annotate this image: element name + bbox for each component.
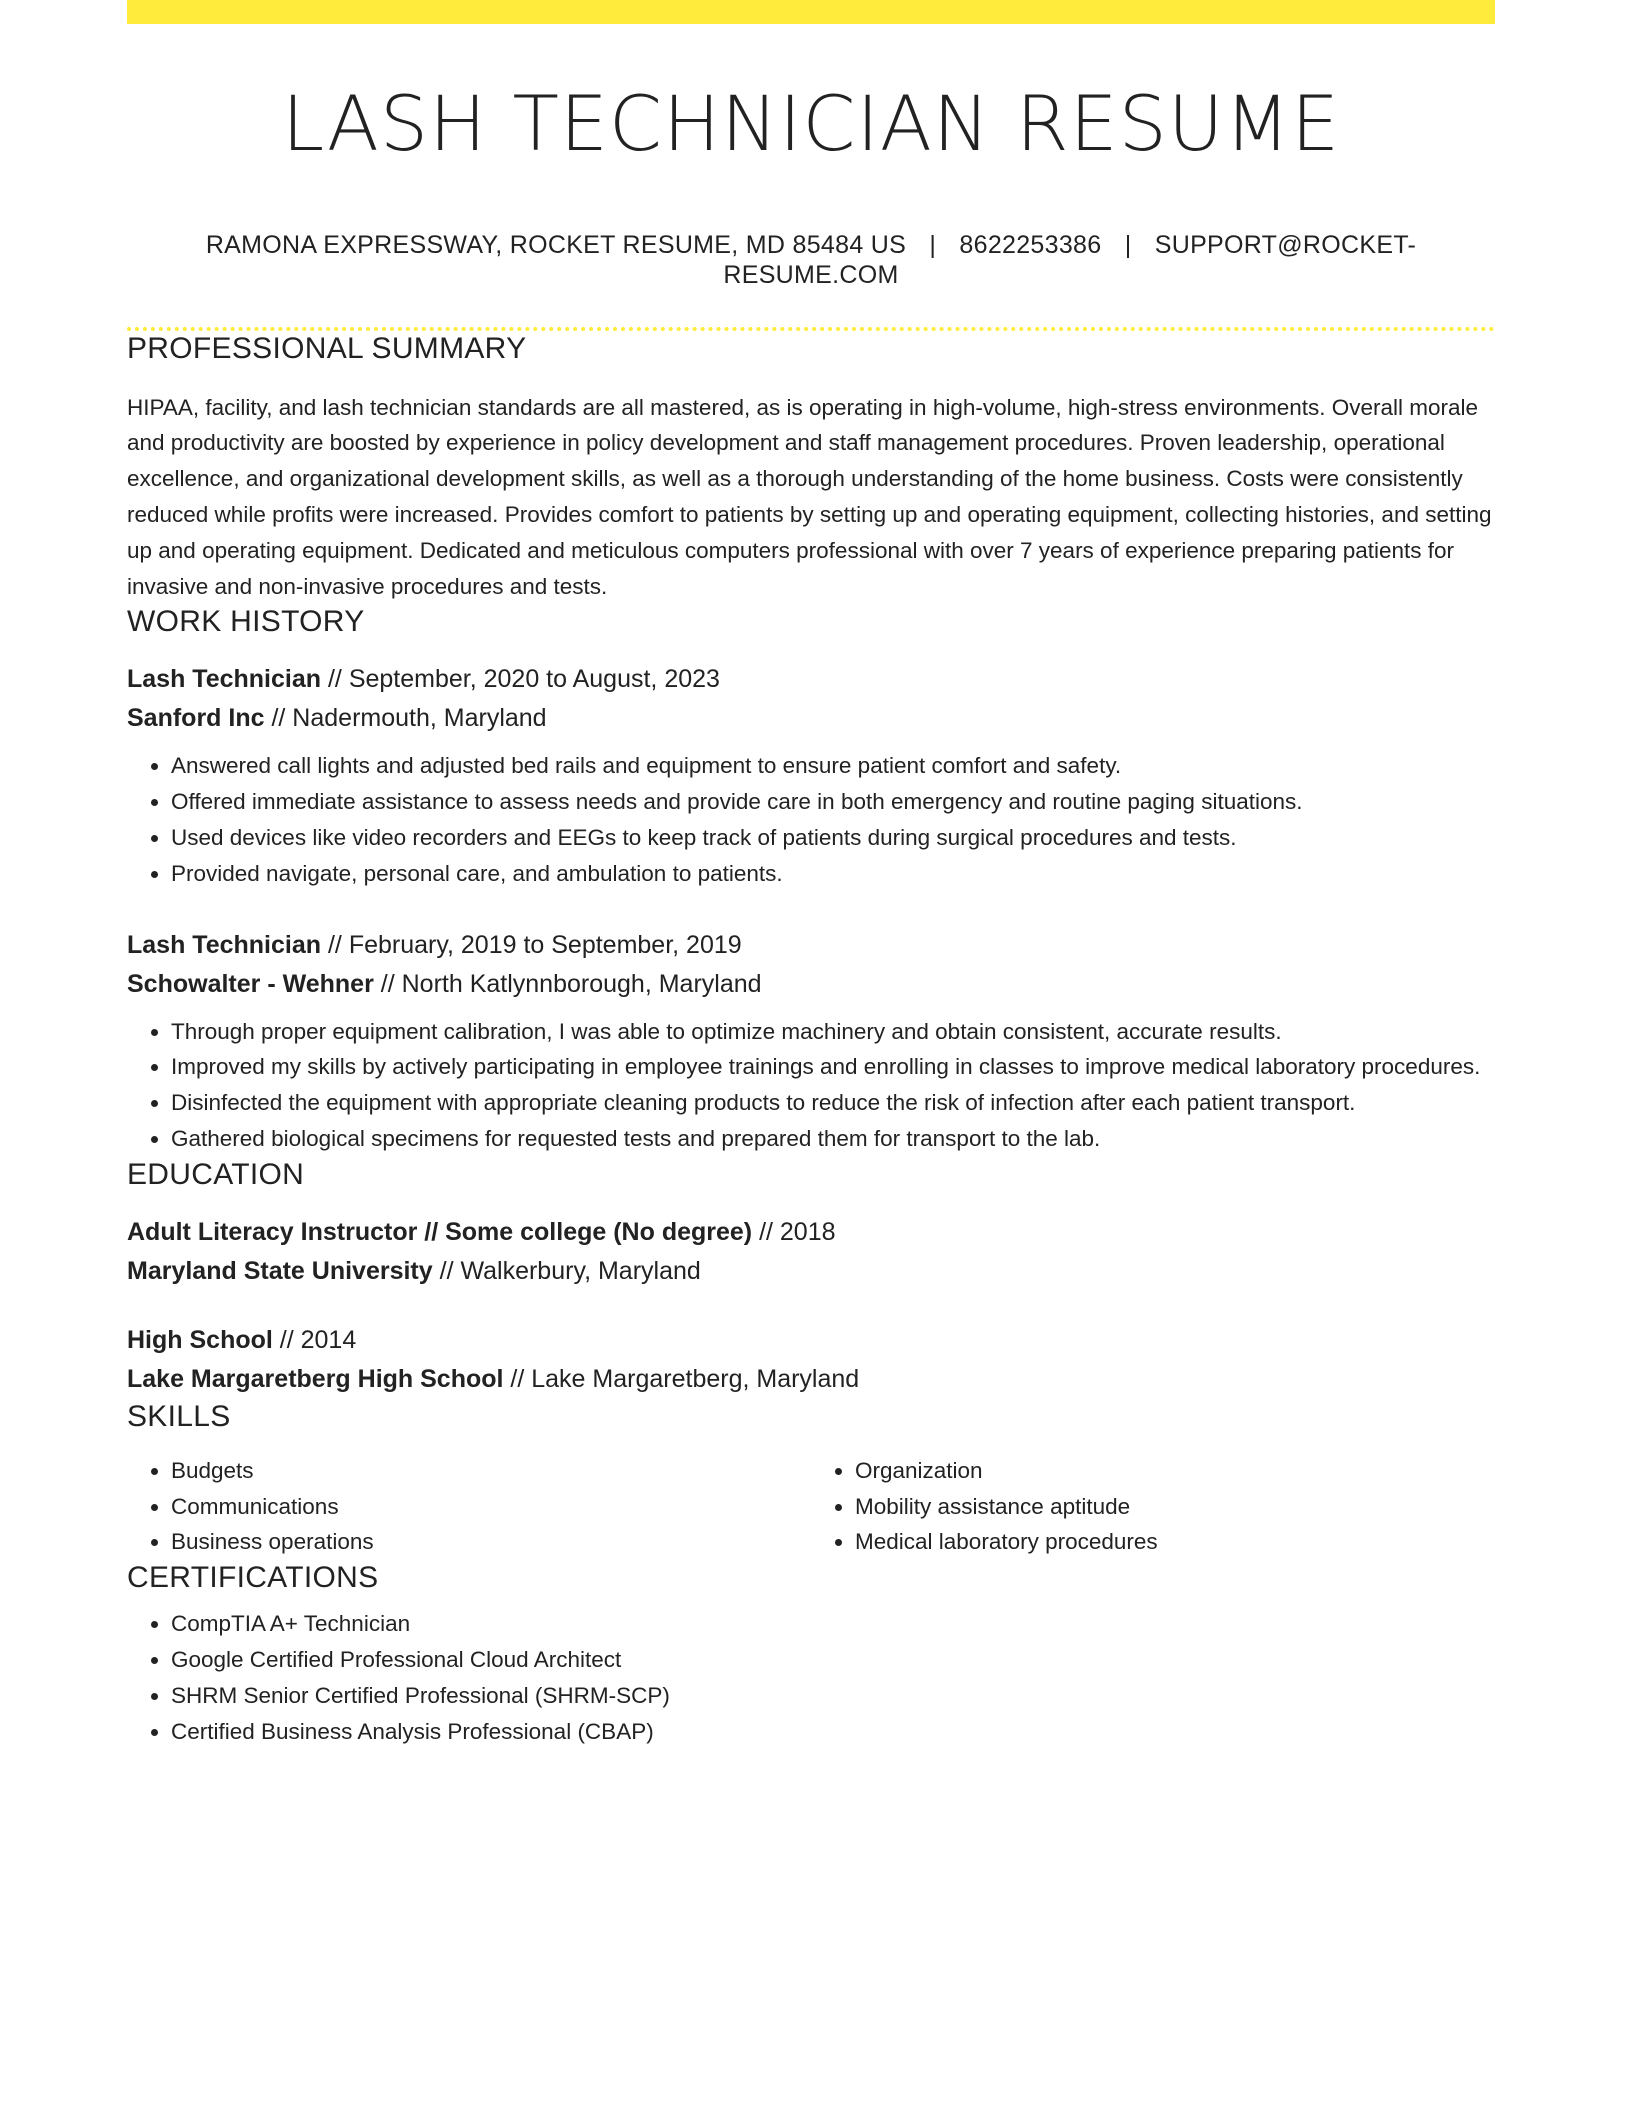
job-bullet: • Through proper equipment calibration, I was able to optimize machinery and obtain consistent, accurate results. [171,1014,1495,1050]
contact-separator: | [1124,230,1132,259]
job-bullet: • Gathered biological specimens for requested tests and prepared them for transport to the lab. [171,1121,1495,1157]
job-entry [127,926,1495,1157]
skill-item: • Communications [171,1489,811,1525]
job-bullet: • Answered call lights and adjusted bed rails and equipment to ensure patient comfort and safety. [171,748,1495,784]
skills-column-left [127,1453,811,1560]
job-bullet: • Used devices like video recorders and EEGs to keep track of patients during surgical procedures and tests. [171,820,1495,856]
education-entry [127,1321,1495,1399]
summary-text: HIPAA, facility, and lash technician standards are all mastered, as is operating in high-volume, high-stress environments. Overall morale and productivity are boosted by experience in policy development and staff management procedures. Proven leadership, operational excellence, and organizational development skills, as well as a thorough understanding of the home business. Costs were consistently reduced while profits were increased. Provides comfort to patients by setting up and operating equipment, collecting histories, and setting up and operating equipment. Dedicated and meticulous computers professional with over 7 years of experience preparing patients for invasive and non-invasive procedures and tests. [127,394,1492,599]
job-bullet: • Disinfected the equipment with appropriate cleaning products to reduce the risk of infection after each patient transport. [171,1085,1495,1121]
education-school: Lake Margaretberg High School [127,1364,504,1393]
job-entry [127,660,1495,891]
job-bullet: • Provided navigate, personal care, and ambulation to patients. [171,856,1495,892]
education-school-line [127,1252,1495,1291]
skill-item: • Budgets [171,1453,811,1489]
job-bullets [127,748,1495,891]
skill-item: • Medical laboratory procedures [855,1524,1495,1560]
certification-item: • Google Certified Professional Cloud Architect [171,1642,1495,1678]
job-location: // North Katlynnborough, Maryland [373,969,762,998]
skills-column-right [811,1453,1495,1560]
certification-item: • SHRM Senior Certified Professional (SHRM-SCP) [171,1678,1495,1714]
job-bullet: • Offered immediate assistance to assess needs and provide care in both emergency and routine paging situations. [171,784,1495,820]
education-year: // 2014 [272,1325,357,1354]
education-year: // 2018 [752,1217,836,1246]
resume-page [127,0,1495,1749]
contact-phone: 8622253386 [959,230,1102,259]
education-degree: Adult Literacy Instructor // Some college (No degree) [127,1217,753,1246]
contact-line [127,230,1495,290]
skill-item: • Mobility assistance aptitude [855,1489,1495,1525]
education-degree-line [127,1321,1495,1360]
education-location: // Lake Margaretberg, Maryland [503,1364,860,1393]
job-title: Lash Technician [127,930,322,959]
work-history-heading: WORK HISTORY [127,605,365,639]
job-company: Sanford Inc [127,704,265,733]
education-degree-line [127,1213,1495,1252]
job-title: Lash Technician [127,665,322,694]
job-dates: // September, 2020 to August, 2023 [321,665,720,694]
resume-title: LASH TECHNICIAN RESUME [281,79,1341,168]
education-heading: EDUCATION [127,1157,305,1191]
education-degree: High School [127,1325,273,1354]
certification-item: • CompTIA A+ Technician [171,1606,1495,1642]
education-entry [127,1213,1495,1291]
job-title-line [127,926,1495,965]
skill-item: • Business operations [171,1524,811,1560]
skill-item: • Organization [855,1453,1495,1489]
education-school: Maryland State University [127,1256,433,1285]
job-location: // Nadermouth, Maryland [264,704,547,733]
education-location: // Walkerbury, Maryland [432,1256,701,1285]
certifications-list [127,1606,1495,1749]
job-bullet: • Improved my skills by actively participating in employee trainings and enrolling in classes to improve medical laboratory procedures. [171,1049,1495,1085]
certifications-heading: CERTIFICATIONS [127,1561,379,1595]
skills-grid [127,1453,1495,1560]
top-accent-bar [127,0,1495,24]
job-company-line [127,965,1495,1004]
summary-heading: PROFESSIONAL SUMMARY [127,331,527,365]
education-school-line [127,1360,1495,1399]
job-dates: // February, 2019 to September, 2019 [321,930,742,959]
contact-email: SUPPORT@ROCKET-RESUME.COM [723,230,1417,289]
job-company: Schowalter - Wehner [127,969,374,998]
job-title-line [127,660,1495,699]
job-company-line [127,699,1495,738]
contact-separator: | [929,230,937,259]
skills-heading: SKILLS [127,1399,231,1433]
certification-item: • Certified Business Analysis Professional (CBAP) [171,1714,1495,1750]
contact-address: RAMONA EXPRESSWAY, ROCKET RESUME, MD 85484 US [205,230,907,259]
job-bullets [127,1014,1495,1157]
